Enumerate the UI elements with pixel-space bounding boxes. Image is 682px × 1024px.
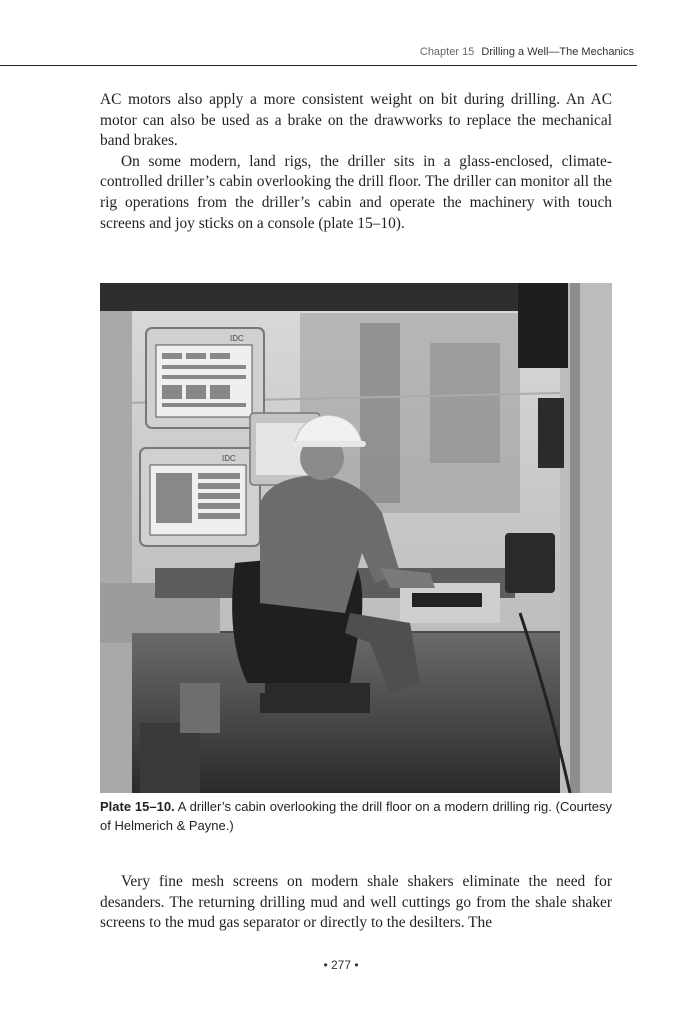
caption-label: Plate 15–10. (100, 799, 175, 814)
figure-caption (100, 797, 612, 835)
body-text-top (100, 90, 612, 234)
header-rule (0, 65, 637, 66)
chapter-title: Drilling a Well—The Mechanics (481, 46, 634, 58)
monitor-brand-label: IDC (222, 454, 236, 463)
body-text-bottom (100, 872, 612, 934)
caption-text: A driller’s cabin overlooking the drill floor on a modern drilling rig. (Courtesy of Helmerich & Payne.) (100, 799, 612, 833)
monitor-brand-label: IDC (230, 334, 244, 343)
page-number: • 277 • (323, 958, 359, 972)
running-head (0, 46, 634, 58)
chapter-number: Chapter 15 (419, 46, 475, 58)
paragraph: AC motors also apply a more consistent weight on bit during drilling. An AC motor can also be used as a brake on the drawworks to replace the mechanical band brakes. (100, 91, 612, 150)
paragraph: Very fine mesh screens on modern shale shakers eliminate the need for desanders. The returning drilling mud and well cuttings go from the shale shaker screens to the mud gas separator or directly to the desilters. The (100, 873, 612, 932)
monitor-middle (140, 448, 260, 546)
plate-photo-drillers-cabin (100, 283, 612, 793)
paragraph: On some modern, land rigs, the driller sits in a glass-enclosed, climate-controlled driller’s cabin overlooking the drill floor. The driller can monitor all the rig operations from the driller’s cabin and operate the machinery with touch screens and joy sticks on a console (plate 15–10). (100, 152, 612, 232)
monitor-top (146, 328, 264, 428)
